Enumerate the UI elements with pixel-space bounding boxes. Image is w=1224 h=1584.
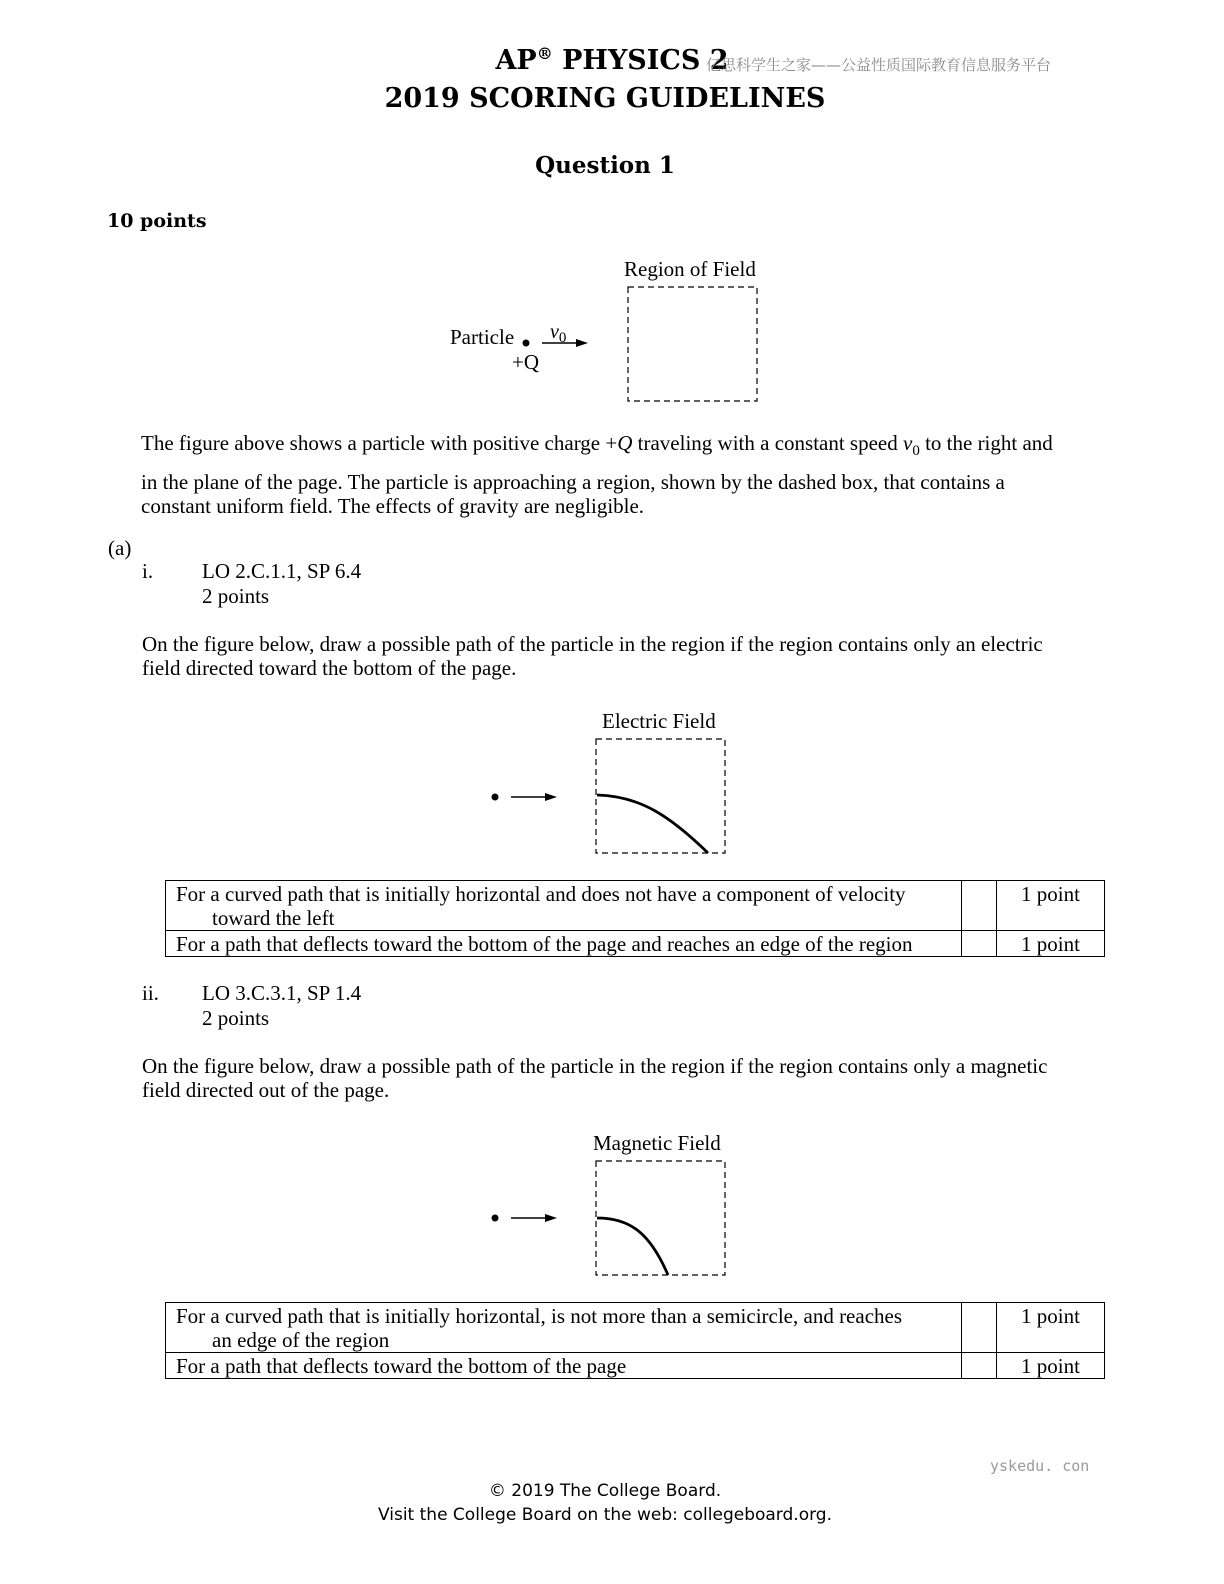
table-row [166, 931, 1105, 957]
magnetic-field-label: Magnetic Field [593, 1131, 721, 1155]
footer [0, 1479, 1210, 1527]
sub-ii-lo: LO 3.C.3.1, SP 1.4 [202, 981, 362, 1005]
watermark-bottom: yskedu. con [990, 1457, 1090, 1475]
intro-figure [440, 252, 780, 412]
rubric-desc: For a path that deflects toward the bottom of the page [166, 1353, 962, 1379]
rubric-gap [962, 1303, 997, 1353]
sub-ii-points: 2 points [202, 1006, 270, 1030]
velocity-arrowhead [576, 339, 588, 347]
magnetic-path-curve [597, 1218, 668, 1275]
sub-ii-numeral: ii. [142, 981, 159, 1005]
footer-link[interactable]: Visit the College Board on the web: collegeboard.org. [378, 1505, 832, 1525]
intro-paragraph [141, 431, 1131, 518]
page-title: AP® PHYSICS 2 [495, 44, 729, 76]
table-row [166, 881, 1105, 931]
total-points: 10 points [107, 210, 207, 232]
part-a-label: (a) [108, 536, 132, 560]
rubric-table-i [165, 880, 1105, 957]
particle-dot [523, 340, 530, 347]
rubric-points: 1 point [997, 1303, 1105, 1353]
intro-line-3: constant uniform field. The effects of gravity are negligible. [141, 494, 645, 519]
rubric-points: 1 point [997, 1353, 1105, 1379]
magnetic-particle-dot [492, 1215, 499, 1222]
intro-line-1: The figure above shows a particle with positive charge +Q traveling with a constant speed $v_0$ to the right and [141, 431, 1053, 460]
rubric-gap [962, 881, 997, 931]
electric-field-figure [480, 706, 740, 861]
rubric-gap [962, 931, 997, 957]
table-row [166, 1303, 1105, 1353]
electric-path-curve [597, 795, 708, 853]
magnetic-arrowhead [545, 1214, 557, 1222]
rubric-gap [962, 1353, 997, 1379]
region-label: Region of Field [624, 257, 756, 281]
rubric-table-ii [165, 1302, 1105, 1379]
magnetic-field-figure [480, 1128, 740, 1283]
velocity-label: $v_0$ [550, 321, 567, 346]
charge-label: +Q [512, 350, 540, 374]
sub-i-points: 2 points [202, 584, 270, 608]
sub-ii-header [142, 981, 542, 1033]
question-title: Question 1 [535, 152, 675, 179]
footer-copyright: © 2019 The College Board. [488, 1481, 722, 1501]
particle-label: Particle [450, 325, 515, 349]
rubric-desc: For a path that deflects toward the bottom of the page and reaches an edge of the region [166, 931, 962, 957]
electric-field-label: Electric Field [602, 709, 716, 733]
rubric-desc: For a curved path that is initially horizontal and does not have a component of velocity toward the left [166, 881, 962, 931]
sub-i-prompt: On the figure below, draw a possible path of the particle in the region if the region contains only an electric field directed toward the bottom of the page. [142, 632, 1043, 680]
rubric-desc: For a curved path that is initially horizontal, is not more than a semicircle, and reaches an edge of the region [166, 1303, 962, 1353]
table-row [166, 1353, 1105, 1379]
rubric-points: 1 point [997, 931, 1105, 957]
region-box [628, 287, 757, 401]
electric-particle-dot [492, 794, 499, 801]
rubric-points: 1 point [997, 881, 1105, 931]
watermark-top: 亿思科学生之家——公益性质国际教育信息服务平台 [706, 56, 1052, 74]
sub-i-header [142, 559, 542, 611]
sub-i-lo: LO 2.C.1.1, SP 6.4 [202, 559, 362, 583]
electric-arrowhead [545, 793, 557, 801]
sub-i-numeral: i. [142, 559, 154, 583]
intro-line-2: in the plane of the page. The particle is approaching a region, shown by the dashed box, that contains a [141, 470, 1005, 495]
page-subtitle: 2019 SCORING GUIDELINES [384, 83, 826, 114]
sub-ii-prompt: On the figure below, draw a possible path of the particle in the region if the region contains only a magnetic field directed out of the page. [142, 1054, 1048, 1102]
